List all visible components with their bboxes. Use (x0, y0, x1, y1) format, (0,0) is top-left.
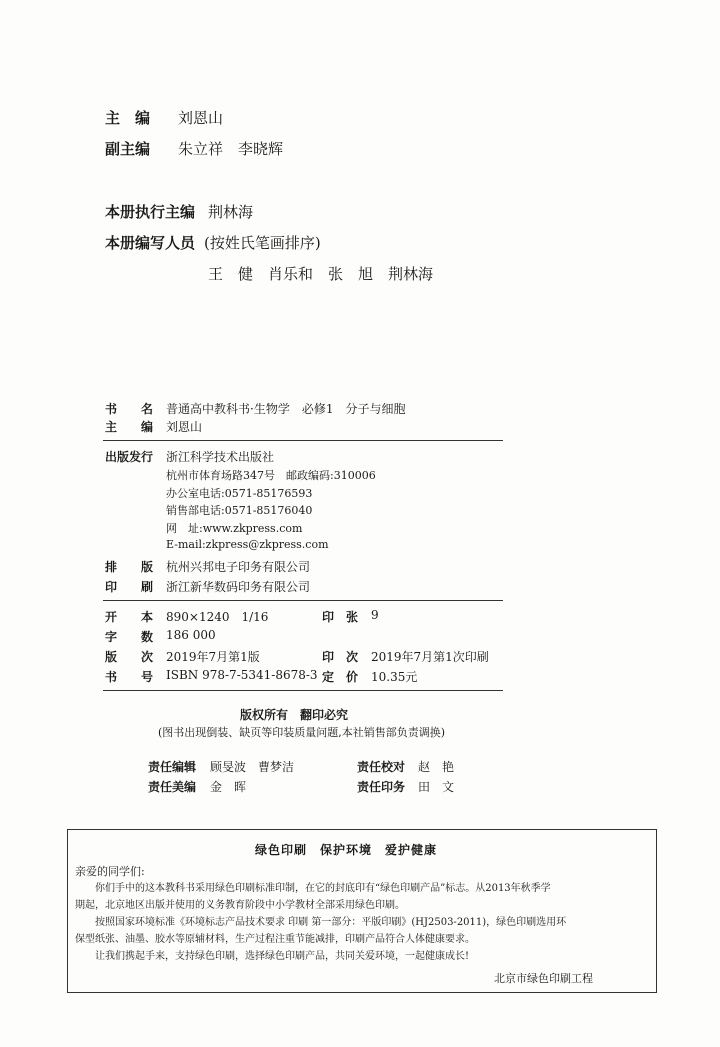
rule-1 (103, 440, 503, 441)
print-value: 浙江新华数码印务有限公司 (166, 580, 311, 594)
exec-editor-name: 荆林海 (208, 203, 254, 221)
staff-editor-value: 顾旻波 曹梦洁 (210, 760, 295, 774)
staff-design-value: 金 晖 (210, 780, 247, 794)
green-p3: 让我们携起手来，支持绿色印刷，选择绿色印刷产品，共同关爱环境，一起健康成长! (95, 951, 470, 962)
email: E-mail:zkpress@zkpress.com (166, 538, 329, 551)
green-p2a: 按照国家环境标准《环境标志产品技术要求 印刷 第一部分：平版印刷》(HJ2503-2011)，绿色印刷选用环 (95, 917, 567, 928)
typeset-value: 杭州兴邦电子印务有限公司 (166, 560, 311, 574)
typeset-label: 排 版 (105, 560, 154, 574)
editor-value: 刘恩山 (166, 420, 203, 434)
staff-printing-label: 责任印务 (357, 780, 406, 794)
exec-editor-label: 本册执行主编 (105, 203, 196, 221)
edition-value: 2019年7月第1版 (166, 650, 260, 664)
impression-value: 2019年7月第1次印刷 (371, 650, 489, 664)
editor-label: 主 编 (105, 420, 154, 434)
publisher-label: 出版发行 (105, 450, 154, 464)
green-p2b: 保型纸张、油墨、胶水等原辅材料，生产过程注重节能减排，印刷产品符合人体健康要求。 (75, 934, 475, 945)
format-value: 890×1240 1/16 (166, 610, 269, 624)
green-p1b: 期起，北京地区出版并使用的义务教育阶段中小学教材全部采用绿色印刷。 (75, 900, 405, 911)
price-label: 定 价 (322, 670, 359, 684)
format-label: 开 本 (105, 610, 154, 624)
words-label: 字 数 (105, 630, 154, 644)
deputy-editor-label: 副主编 (105, 140, 151, 158)
chief-editor-label: 主 编 (105, 109, 151, 127)
rights-title: 版权所有 翻印必究 (240, 708, 349, 722)
rights-note: (图书出现倒装、缺页等印装质量问题,本社销售部负责调换) (158, 726, 446, 739)
words-value: 186 000 (166, 628, 216, 642)
book-label: 书 名 (105, 402, 154, 416)
green-greeting: 亲爱的同学们: (75, 865, 145, 878)
staff-design-label: 责任美编 (148, 780, 197, 794)
edition-label: 版 次 (105, 650, 154, 664)
publisher-address: 杭州市体育场路347号 邮政编码:310006 (166, 469, 376, 482)
sheets-label: 印 张 (322, 610, 359, 624)
staff-editor-label: 责任编辑 (148, 760, 197, 774)
sheets-value: 9 (371, 608, 379, 622)
writers-label: 本册编写人员 (105, 234, 196, 252)
isbn-label: 书 号 (105, 670, 154, 684)
office-phone: 办公室电话:0571-85176593 (166, 487, 313, 500)
green-title: 绿色印刷 保护环境 爱护健康 (255, 843, 438, 857)
rule-2 (103, 600, 503, 601)
website: 网 址:www.zkpress.com (166, 522, 303, 535)
staff-printing-value: 田 文 (418, 780, 455, 794)
green-p1a: 你们手中的这本教科书采用绿色印刷标准印制，在它的封底印有“绿色印刷产品”标志。从2013年秋季学 (95, 883, 551, 894)
isbn-value: ISBN 978-7-5341-8678-3 (166, 668, 318, 682)
impression-label: 印 次 (322, 650, 359, 664)
rule-3 (103, 690, 503, 691)
deputy-editor-names: 朱立祥 李晓辉 (178, 140, 284, 158)
price-value: 10.35元 (371, 670, 418, 684)
writers-names: 王 健 肖乐和 张 旭 荆林海 (208, 265, 434, 283)
publisher-name: 浙江科学技术出版社 (166, 450, 275, 464)
book-value: 普通高中教科书·生物学 必修1 分子与细胞 (166, 402, 406, 416)
print-label: 印 刷 (105, 580, 154, 594)
writers-note: (按姓氏笔画排序) (204, 234, 321, 252)
sales-phone: 销售部电话:0571-85176040 (166, 504, 313, 517)
chief-editor-name: 刘恩山 (178, 109, 224, 127)
green-body (75, 880, 647, 965)
staff-proof-value: 赵 艳 (418, 760, 455, 774)
green-sign: 北京市绿色印刷工程 (494, 972, 593, 985)
staff-proof-label: 责任校对 (357, 760, 406, 774)
